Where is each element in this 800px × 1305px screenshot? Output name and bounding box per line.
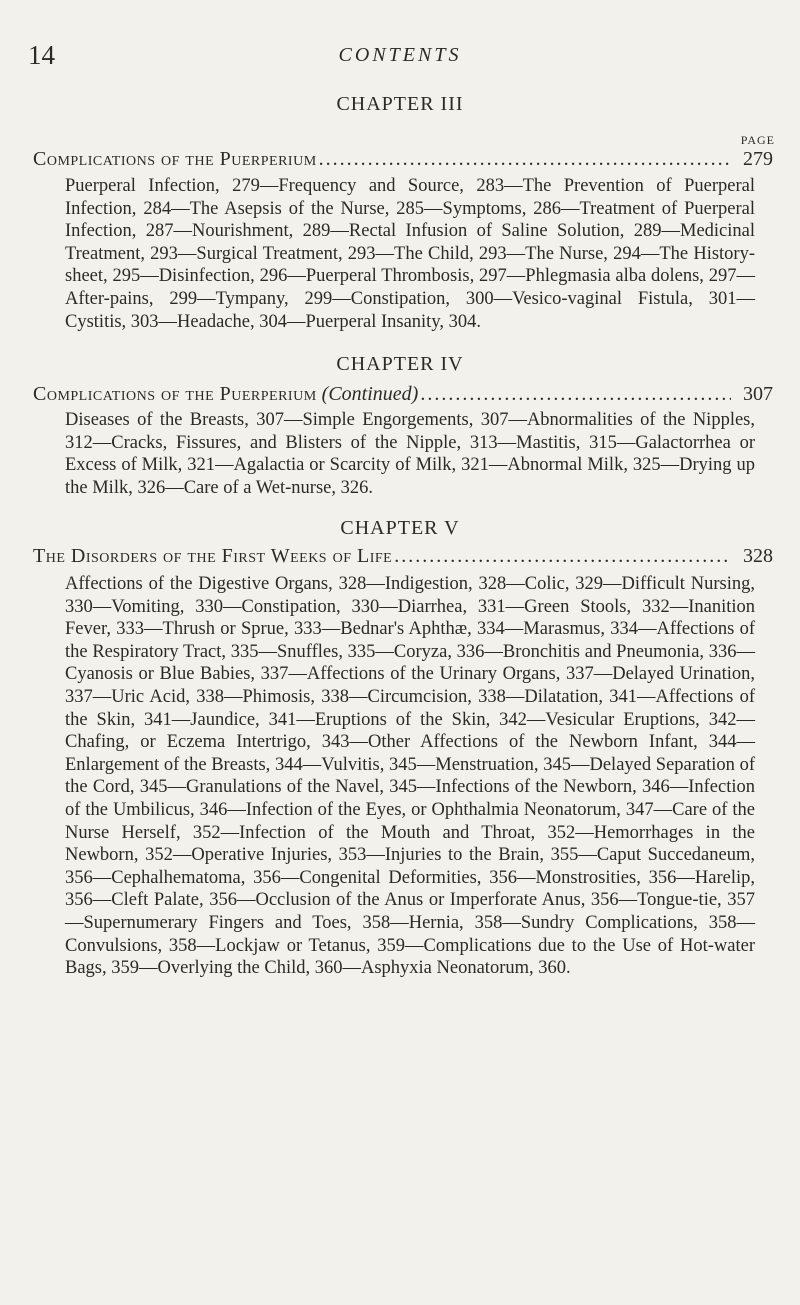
section-page-number: 328 [743,545,773,567]
dot-leaders [420,383,731,406]
chapter-heading: CHAPTER V [340,517,460,539]
section-contents: Diseases of the Breasts, 307—Simple Engorgements, 307—Abnormalities of the Nipples, 312—Cracks, Fissures, and Blisters of the Nipple, 313—Mastitis, 315—Galactorrhea or Excess of Milk, 321—Agalactia or Scarcity of Milk, 321—Abnormal Milk, 325—Drying up the Milk, 326—Care of a Wet-nurse, 326. [65,410,755,498]
section-contents: Puerperal Infection, 279—Frequency and Source, 283—The Prevention of Puerperal Infection, 284—The Asepsis of the Nurse, 285—Symptoms, 286—Treatment of Puerperal Infection, 287—Nourishment, 289—Rectal Infusion of Saline Solution, 289—Medicinal Treatment, 293—Surgical Treatment, 293—The Child, 293—The Nurse, 294—The History-sheet, 295—Disinfection, 296—Puerperal Thrombosis, 297—Phlegmasia alba dolens, 297—After-pains, 299—Tympany, 299—Constipation, 300—Vesico-vaginal Fistula, 301—Cystitis, 303—Headache, 304—Puerperal Insanity, 304. [65,176,755,332]
dot-leaders [319,148,731,171]
chapter-heading: CHAPTER IV [336,353,464,375]
section-title-suffix: (Continued) [321,383,419,405]
section-title-line [33,383,773,406]
chapter-heading: CHAPTER III [336,93,464,115]
section-title: Complications of the Puerperium [33,148,317,170]
running-head: CONTENTS [338,44,462,66]
section-title-line [33,545,773,568]
section-title-line [33,148,773,171]
section-title: The Disorders of the First Weeks of Life [33,545,393,567]
section-page-number: 279 [743,148,773,170]
section-title-group [33,383,418,406]
page-number: 14 [28,40,55,70]
section-contents: Affections of the Digestive Organs, 328—Indigestion, 328—Colic, 329—Difficult Nursing, 330—Vomiting, 330—Constipation, 330—Diarrhea, 331—Green Stools, 332—Inanition Fever, 333—Thrush or Sprue, 333—Bednar's Aphthæ, 334—Marasmus, 334—Affections of the Respiratory Tract, 335—Snuffles, 335—Coryza, 336—Bronchitis and Pneumonia, 336—Cyanosis or Blue Babies, 337—Affections of the Urinary Organs, 337—Delayed Urination, 337—Uric Acid, 338—Phimosis, 338—Circumcision, 338—Dilatation, 341—Affections of the Skin, 341—Jaundice, 341—Eruptions of the Skin, 342—Vesicular Eruptions, 342—Chafing, or Eczema Intertrigo, 343—Other Affections of the Newborn Infant, 344—Enlargement of the Breasts, 344—Vulvitis, 345—Menstruation, 345—Delayed Separation of the Cord, 345—Granulations of the Navel, 345—Infections of the Newborn, 346—Infection of the Umbilicus, 346—Infection of the Eyes, or Ophthalmia Neonatorum, 347—Care of the Nurse Herself, 352—Infection of the Mouth and Throat, 352—Hemorrhages in the Newborn, 352—Operative Injuries, 353—Injuries to the Brain, 355—Caput Succedaneum, 356—Cephalhematoma, 356—Congenital Deformities, 356—Monstrosities, 356—Harelip, 356—Cleft Palate, 356—Occlusion of the Anus or Imperforate Anus, 356—Tongue-tie, 357—Supernumerary Fingers and Toes, 358—Hernia, 358—Sundry Complications, 358—Convulsions, 358—Lockjaw or Tetanus, 359—Complications due to the Use of Hot-water Bags, 359—Overlying the Child, 360—Asphyxia Neonatorum, 360. [65,574,755,979]
page-column-label: PAGE [740,133,775,147]
section-title: Complications of the Puerperium [33,383,317,405]
section-page-number: 307 [743,383,773,405]
dot-leaders [394,545,731,568]
